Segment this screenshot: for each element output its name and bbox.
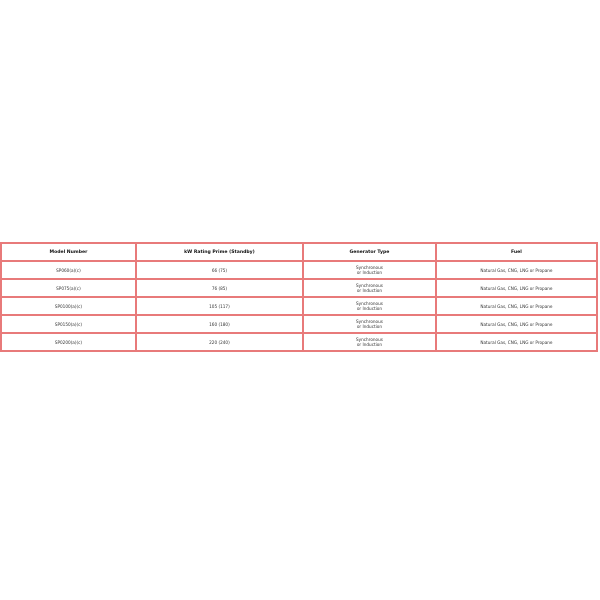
table-row — [1, 279, 597, 297]
cell-generator — [303, 261, 436, 279]
header-model-number: Model Number — [1, 243, 136, 261]
generator-line-2: or Induction — [356, 342, 383, 347]
cell-kw: 76 (85) — [136, 279, 303, 297]
header-generator-type: Generator Type — [303, 243, 436, 261]
generator-line-1: Synchronous — [355, 319, 383, 324]
cell-generator — [303, 315, 436, 333]
table-row — [1, 261, 597, 279]
cell-model: SP0150(a)(c) — [1, 315, 136, 333]
generator-line-2: or Induction — [356, 270, 383, 275]
cell-model: SP0200(a)(c) — [1, 333, 136, 351]
header-row — [1, 243, 597, 261]
cell-model: SP0100(a)(c) — [1, 297, 136, 315]
table-row — [1, 333, 597, 351]
cell-fuel: Natural Gas, CNG, LNG or Propane — [436, 315, 597, 333]
generator-line-1: Synchronous — [355, 301, 383, 306]
generator-line-1: Synchronous — [355, 283, 383, 288]
cell-generator — [303, 297, 436, 315]
generator-line-1: Synchronous — [355, 265, 383, 270]
cell-generator — [303, 279, 436, 297]
cell-kw: 66 (75) — [136, 261, 303, 279]
cell-fuel: Natural Gas, CNG, LNG or Propane — [436, 333, 597, 351]
spec-table — [0, 242, 598, 352]
cell-kw: 160 (180) — [136, 315, 303, 333]
header-fuel: Fuel — [436, 243, 597, 261]
table-row — [1, 315, 597, 333]
generator-line-2: or Induction — [356, 288, 383, 293]
cell-fuel: Natural Gas, CNG, LNG or Propane — [436, 279, 597, 297]
generator-line-2: or Induction — [356, 324, 383, 329]
cell-fuel: Natural Gas, CNG, LNG or Propane — [436, 297, 597, 315]
cell-kw: 220 (240) — [136, 333, 303, 351]
cell-model: SP060(a)(c) — [1, 261, 136, 279]
cell-generator — [303, 333, 436, 351]
table-row — [1, 297, 597, 315]
header-kw-rating: kW Rating Prime (Standby) — [136, 243, 303, 261]
cell-fuel: Natural Gas, CNG, LNG or Propane — [436, 261, 597, 279]
generator-line-2: or Induction — [356, 306, 383, 311]
cell-kw: 105 (117) — [136, 297, 303, 315]
generator-line-1: Synchronous — [355, 337, 383, 342]
cell-model: SP075(a)(c) — [1, 279, 136, 297]
